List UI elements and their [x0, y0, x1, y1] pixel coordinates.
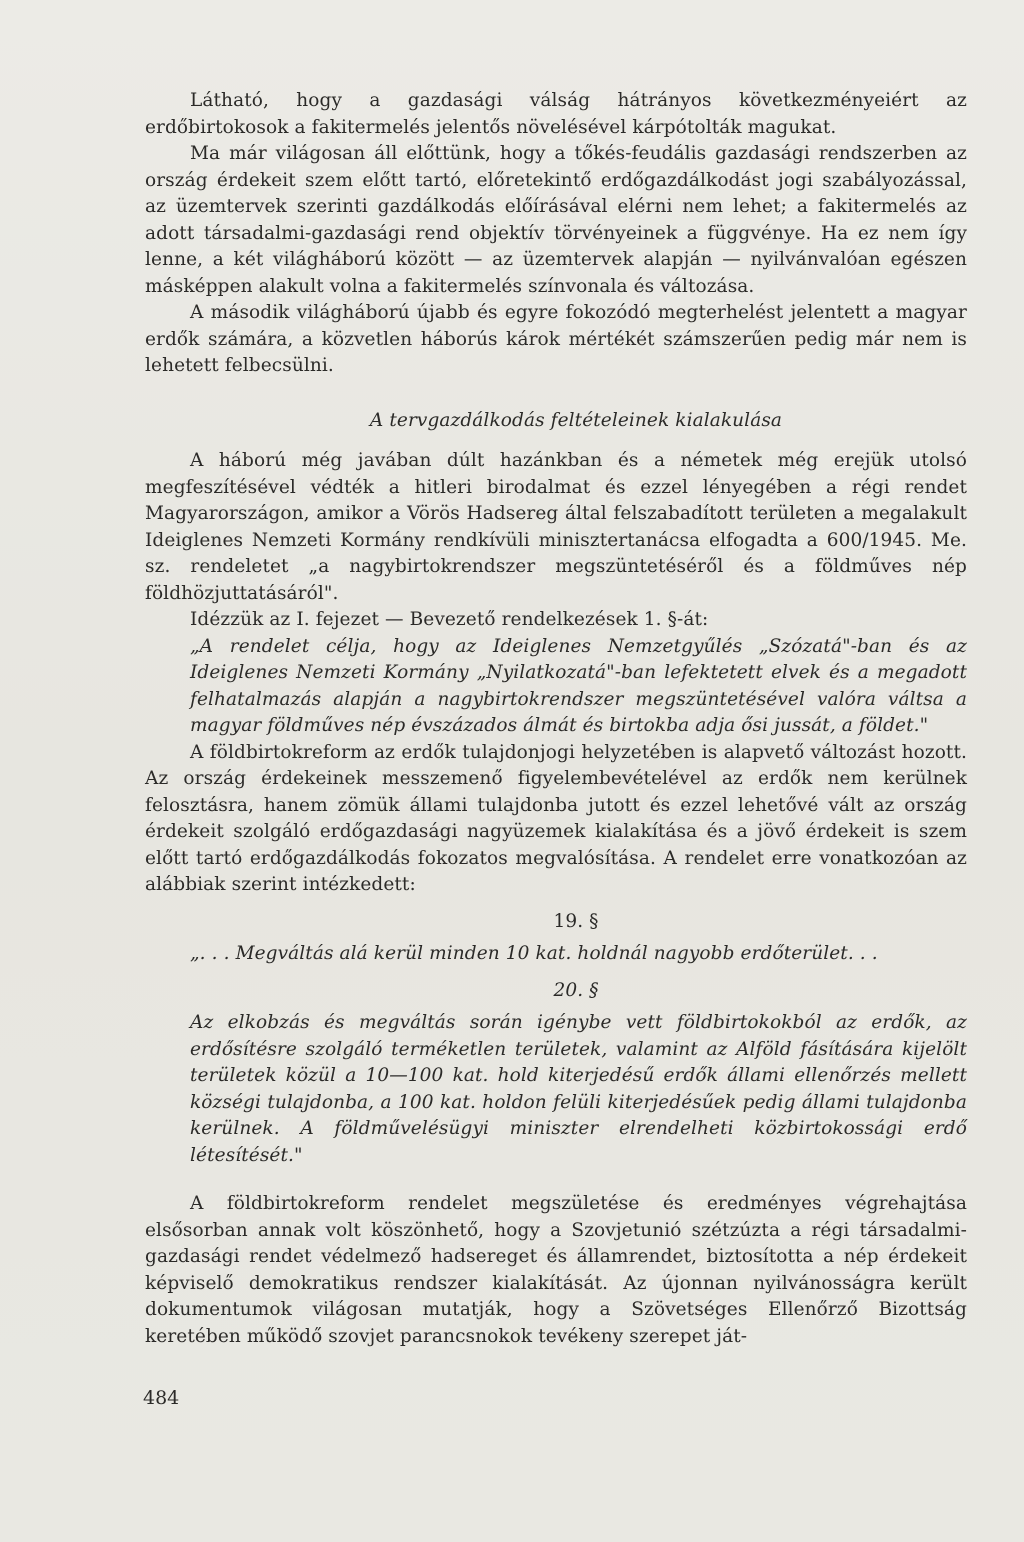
section-19-quote — [145, 941, 967, 968]
section-20-text: Az elkobzás és megváltás során igénybe vett földbirtokokból az erdők, az erdősítésre szolgáló terméketlen területek, valamint az Alföld fásítására kijelölt területek közül a 10—100 kat. hold kiterjedésű erdők állami ellenőrzés mellett községi tulajdonba, a 100 kat. holdon felüli kiterjedésűek pedig állami tulajdonba kerülnek. A földművelésügyi miniszter elrendelheti közbirtokossági erdő létesítését." — [190, 1012, 967, 1166]
paragraph: A földbirtokreform az erdők tulajdonjogi helyzetében is alapvető változást hozott. Az ország érdekeinek messzemenő figyelembevételével az erdők nem kerülnek felosztásra, hanem zömük állami tulajdonba jutott és ezzel lehetővé vált az ország érdekeit szolgáló erdőgazdasági nagyüzemek kialakítása és a jövő érdekeit is szem előtt tartó erdőgazdálkodás fokozatos megvalósítása. A rendelet erre vonatkozóan az alábbiak szerint intézkedett: — [145, 741, 967, 895]
section-20-quote — [190, 1010, 967, 1169]
paragraph: Idézzük az I. fejezet — Bevezető rendelkezések 1. §-át: — [190, 609, 709, 630]
paragraph: Látható, hogy a gazdasági válság hátrányos következményeiért az erdőbirtokosok a fakitermelés jelentős növelésével kárpótolták magukat. — [145, 90, 967, 138]
paragraph: Ma már világosan áll előttünk, hogy a tőkés-feudális gazdasági rendszerben az ország érdekeit szem előtt tartó, előretekintő erdőgazdálkodást jogi szabályozással, az üzemtervek szerinti gazdálkodás előírásával elérni nem lehet; a fakitermelés az adott társadalmi-gazdasági rend objektív törvényeinek a függvénye. Ha ez nem így lenne, a két világháború között — az üzemtervek alapján — nyilvánvalóan egészen másképpen alakult volna a fakitermelés színvonala és változása. — [145, 143, 967, 297]
section-19-text: „. . . Megváltás alá kerül minden 10 kat. holdnál nagyobb erdőterület. . . — [190, 943, 878, 964]
paragraph: A háború még javában dúlt hazánkban és a németek még erejük utolsó megfeszítésével védték a hitleri birodalmat és ezzel lényegében a régi rendet Magyarországon, amikor a Vörös Hadsereg által felszabadított területen a megalakult Ideiglenes Nemzeti Kormány rendkívüli minisztertanácsa elfogadta a 600/1945. Me. sz. rendeletet „a nagybirtokrendszer megszüntetéséről és a földműves nép földhözjuttatásáról". — [145, 450, 967, 604]
text-column — [145, 88, 967, 1350]
paragraph: A földbirtokreform rendelet megszületése és eredményes végrehajtása elsősorban annak volt köszönhető, hogy a Szovjetunió szétzúzta a régi társadalmi-gazdasági rendet védelmező hadsereget és államrendet, biztosította a nép érdekeit képviselő demokratikus rendszer kialakítását. Az újonnan nyilvánosságra került dokumentumok világosan mutatják, hogy a Szövetséges Ellenőrző Bizottság keretében működő szovjet parancsnokok tevékeny szerepet ját- — [145, 1193, 967, 1347]
section-20-mark: 20. § — [553, 979, 599, 1001]
quote-block — [190, 634, 967, 740]
page-number: 484 — [143, 1387, 180, 1409]
quote-text: „A rendelet célja, hogy az Ideiglenes Nemzetgyűlés „Szózatá"-ban és az Ideiglenes Nemzeti Kormány „Nyilatkozatá"-ban lefektetett elvek és a megadott felhatalmazás alapján a nagybirtokrendszer megszüntetésével valóra váltsa a magyar földműves nép évszázados álmát és birtokba adja ősi jussát, a földet." — [190, 635, 967, 736]
paragraph: A második világháború újabb és egyre fokozódó megterhelést jelentett a magyar erdők számára, a közvetlen háborús károk mértékét számszerűen pedig már nem is lehetett felbecsülni. — [145, 302, 967, 376]
section-title: A tervgazdálkodás feltételeinek kialakulása — [369, 409, 783, 431]
section-19-mark: 19. § — [553, 910, 599, 932]
